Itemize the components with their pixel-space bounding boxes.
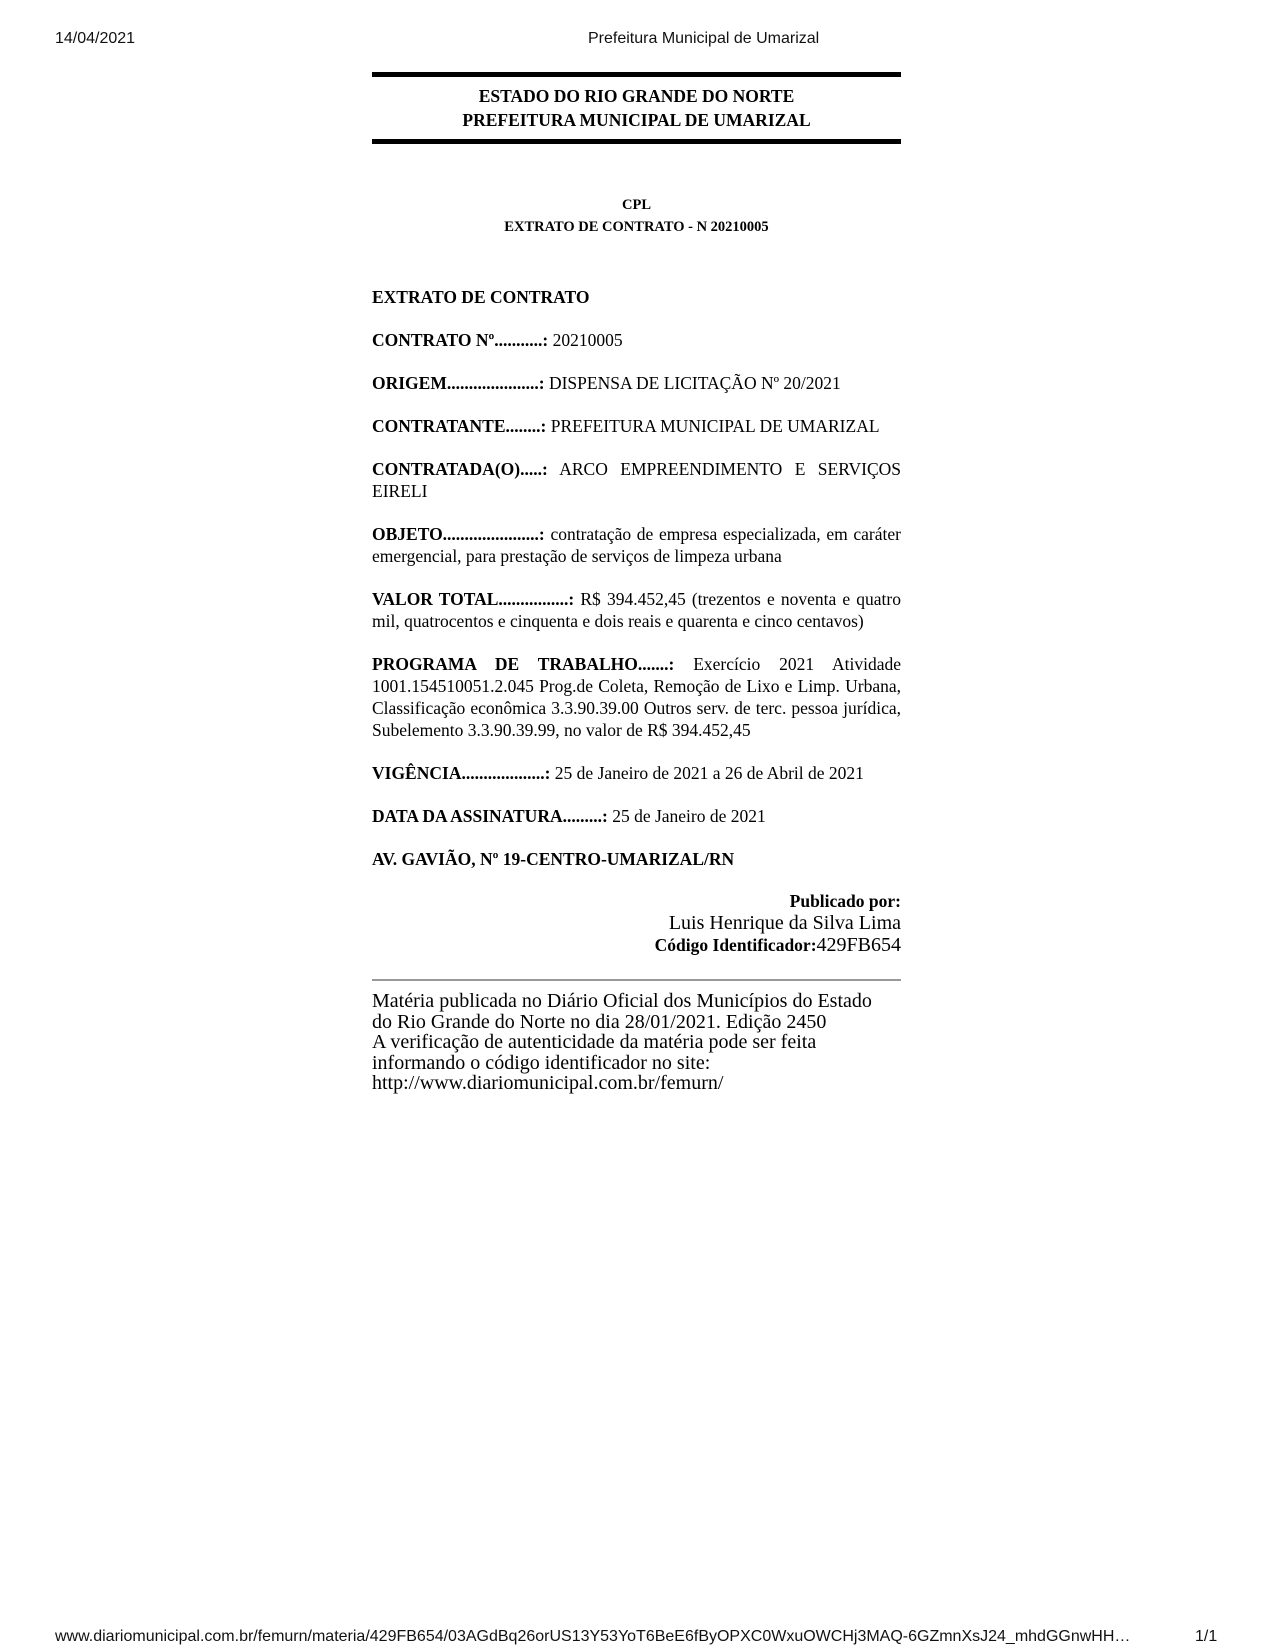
field-contracting-party (372, 415, 901, 437)
publisher-name: Luis Henrique da Silva Lima (668, 912, 901, 934)
publication-note (372, 991, 901, 1094)
signature-block (372, 890, 901, 956)
field-label: CONTRATADA(O).....: (372, 459, 548, 479)
state-header (372, 72, 901, 144)
field-contractor (372, 458, 901, 502)
field-label: CONTRATO Nº...........: (372, 330, 549, 350)
document-heading: EXTRATO DE CONTRATO (372, 287, 590, 307)
print-site-title: Prefeitura Municipal de Umarizal (588, 30, 820, 47)
field-origin (372, 372, 901, 394)
field-label: VIGÊNCIA...................: (372, 763, 551, 783)
field-value: 25 de Janeiro de 2021 (607, 806, 766, 826)
publication-note-line: A verificação de autenticidade da matéria pode ser feita (372, 1031, 817, 1053)
publication-note-line: Matéria publicada no Diário Oficial dos Municípios do Estado (372, 990, 872, 1012)
field-value: 20210005 (548, 330, 623, 350)
identifier-code-label: Código Identificador: (654, 935, 817, 955)
field-value: PREFEITURA MUNICIPAL DE UMARIZAL (546, 416, 880, 436)
print-date: 14/04/2021 (55, 30, 136, 47)
field-label: CONTRATANTE........: (372, 416, 547, 436)
field-object (372, 523, 901, 567)
print-url: www.diariomunicipal.com.br/femurn/materia/429FB654/03AGdBq26orUS13Y53YoT6BeE6fByOPXC0WxuOWCHj3MAQ-6GZmnXsJ24_mhdGGnwHH… (55, 1628, 1131, 1645)
field-label: VALOR TOTAL................: (372, 589, 575, 609)
publication-note-line: do Rio Grande do Norte no dia 28/01/2021. Edição 2450 (372, 1010, 827, 1033)
field-work-program (372, 653, 901, 741)
published-by-label: Publicado por: (789, 891, 901, 911)
field-value: contratação de empresa especializada, em caráter emergencial, para prestação de serviços de limpeza urbana (372, 524, 901, 566)
field-validity (372, 762, 901, 784)
identifier-code-value: 429FB654 (816, 934, 901, 956)
field-value: DISPENSA DE LICITAÇÃO Nº 20/2021 (544, 373, 841, 393)
field-label: OBJETO......................: (372, 524, 545, 544)
field-value: ARCO EMPREENDIMENTO E SERVIÇOS EIRELI (372, 459, 901, 501)
field-label: DATA DA ASSINATURA.........: (372, 806, 608, 826)
state-name: ESTADO DO RIO GRANDE DO NORTE (478, 86, 795, 106)
field-contract-number (372, 329, 901, 351)
field-label: ORIGEM.....................: (372, 373, 545, 393)
divider (372, 979, 901, 981)
field-label: PROGRAMA DE TRABALHO.......: (372, 654, 675, 674)
field-value: R$ 394.452,45 (trezentos e noventa e quatro mil, quatrocentos e cinquenta e dois reais e quarenta e cinco centavos) (372, 589, 901, 631)
field-total-value (372, 588, 901, 632)
address: AV. GAVIÃO, Nº 19-CENTRO-UMARIZAL/RN (372, 849, 735, 869)
municipality-name: PREFEITURA MUNICIPAL DE UMARIZAL (462, 110, 811, 130)
field-signature-date (372, 805, 901, 827)
document-content (372, 72, 901, 1094)
page-count: 1/1 (1195, 1628, 1218, 1645)
department-label: CPL (622, 197, 651, 213)
field-value: 25 de Janeiro de 2021 a 26 de Abril de 2021 (550, 763, 864, 783)
extract-number: EXTRATO DE CONTRATO - N 20210005 (504, 219, 769, 235)
field-value: Exercício 2021 Atividade 1001.154510051.2.045 Prog.de Coleta, Remoção de Lixo e Limp. Urbana, Classificação econômica 3.3.90.39.00 Outros serv. de terc. pessoa jurídica, Subelemento 3.3.90.39.99, no valor de R$ 394.452,45 (372, 654, 901, 740)
verification-url: http://www.diariomunicipal.com.br/femurn/ (372, 1072, 724, 1094)
identifier-code-line (372, 934, 901, 956)
section-title (372, 194, 901, 238)
publication-note-line: informando o código identificador no site: (372, 1051, 711, 1074)
